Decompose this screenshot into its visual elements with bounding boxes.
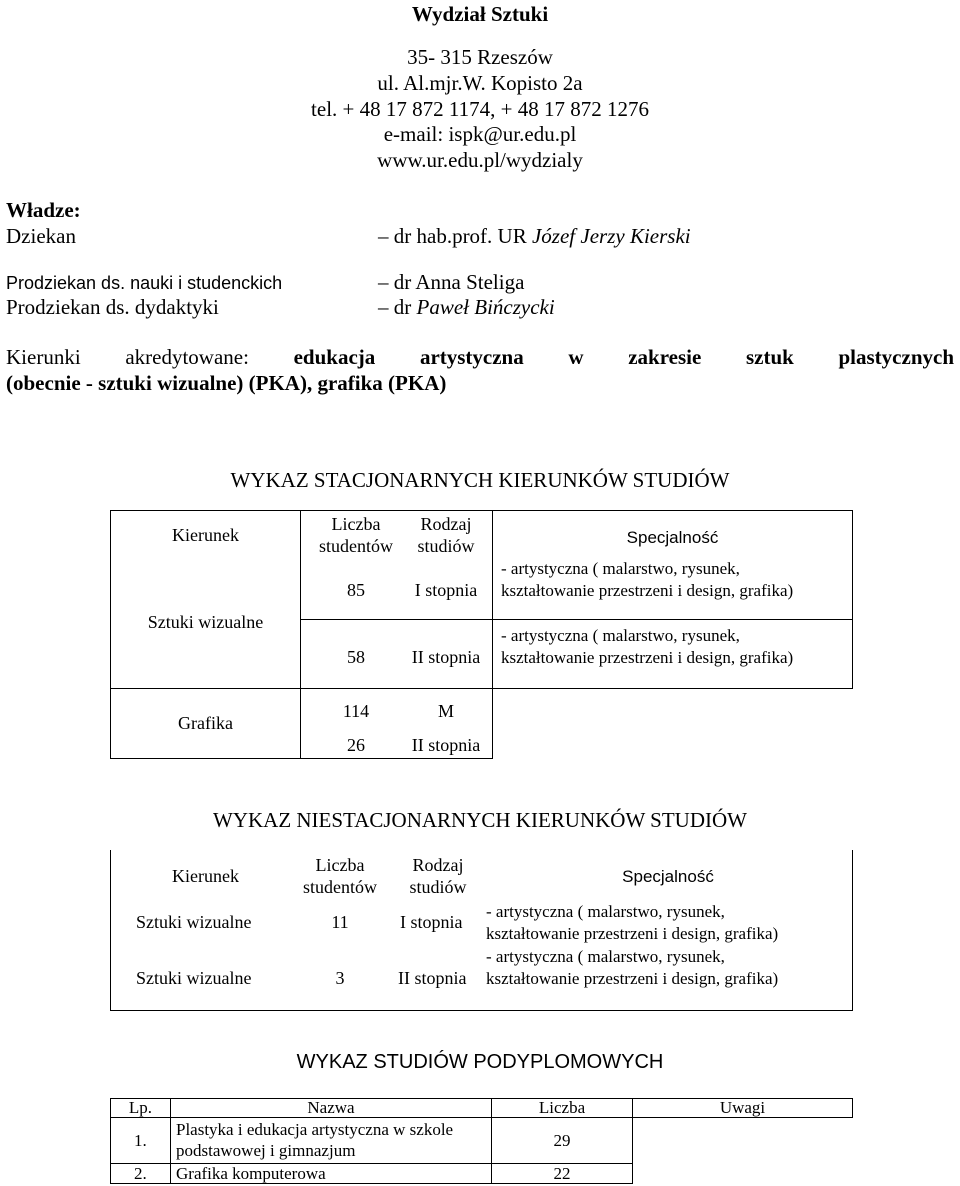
- vice-dean-2-name: – dr Paweł Bińczycki: [378, 295, 555, 319]
- stationary-sztuki-row1-rodzaj: I stopnia: [414, 580, 478, 600]
- stationary-header-specjalnosc: Specjalność: [626, 528, 719, 547]
- nonstationary-row2-spec-1: - artystyczna ( malarstwo, rysunek,: [486, 947, 725, 966]
- stationary-header-rodzaj-2: studiów: [417, 536, 475, 556]
- phone-line: tel. + 48 17 872 1174, + 48 17 872 1276: [311, 97, 649, 121]
- address-line-2: ul. Al.mjr.W. Kopisto 2a: [377, 71, 583, 95]
- stationary-grafika-row2-liczba: 26: [347, 735, 365, 755]
- stationary-sztuki-row2-liczba: 58: [347, 647, 365, 667]
- email-line: e-mail: ispk@ur.edu.pl: [383, 122, 577, 146]
- stationary-grafika-row2-rodzaj: II stopnia: [411, 735, 481, 755]
- stationary-sztuki-row2-spec-1: - artystyczna ( malarstwo, rysunek,: [501, 626, 740, 645]
- nonstationary-row2-rodzaj: II stopnia: [398, 968, 467, 988]
- stationary-title: WYKAZ STACJONARNYCH KIERUNKÓW STUDIÓW: [230, 468, 730, 492]
- stationary-header-kierunek: Kierunek: [172, 525, 239, 545]
- postgrad-row1-nazwa-2: podstawowej i gimnazjum: [176, 1141, 356, 1160]
- stationary-sztuki-row1-spec-2: kształtowanie przestrzeni i design, grafika): [501, 581, 794, 600]
- postgrad-title: WYKAZ STUDIÓW PODYPLOMOWYCH: [296, 1051, 664, 1073]
- postgrad-header-lp: Lp.: [128, 1098, 153, 1117]
- postgrad-row2-nazwa: Grafika komputerowa: [176, 1164, 326, 1183]
- stationary-header-rodzaj-1: Rodzaj: [420, 514, 472, 534]
- nonstationary-title: WYKAZ NIESTACJONARNYCH KIERUNKÓW STUDIÓW: [213, 808, 747, 832]
- postgrad-row1-liczba: 29: [553, 1131, 571, 1150]
- nonstationary-row1-spec-1: - artystyczna ( malarstwo, rysunek,: [486, 902, 725, 921]
- accredited-line-1: Kierunki akredytowane: edukacja artystyczna w zakresie sztuk plastycznych: [6, 345, 954, 369]
- nonstationary-header-kierunek: Kierunek: [172, 866, 239, 886]
- page-title: Wydział Sztuki: [411, 2, 549, 26]
- nonstationary-header-rodzaj-1: Rodzaj: [412, 855, 464, 875]
- stationary-header-liczba-1: Liczba: [331, 514, 381, 534]
- stationary-header-liczba-2: studentów: [319, 536, 393, 556]
- nonstationary-header-specjalnosc: Specjalność: [622, 867, 714, 886]
- stationary-grafika-row1-rodzaj: M: [437, 701, 454, 721]
- dean-name: – dr hab.prof. UR Józef Jerzy Kierski: [378, 224, 691, 248]
- postgrad-row2-lp: 2.: [134, 1164, 147, 1183]
- nonstationary-row2-spec-2: kształtowanie przestrzeni i design, grafika): [486, 969, 779, 988]
- authorities-label: Władze:: [6, 198, 81, 222]
- postgrad-header-nazwa: Nazwa: [307, 1098, 355, 1117]
- postgrad-header-liczba: Liczba: [538, 1098, 586, 1117]
- stationary-grafika-row1-liczba: 114: [342, 701, 370, 721]
- stationary-sztuki-row2-rodzaj: II stopnia: [411, 647, 481, 667]
- accredited-line-2: (obecnie - sztuki wizualne) (PKA), grafika (PKA): [6, 371, 447, 395]
- website-line: www.ur.edu.pl/wydzialy: [377, 148, 583, 172]
- stationary-sztuki-row1-spec-1: - artystyczna ( malarstwo, rysunek,: [501, 559, 740, 578]
- nonstationary-row1-rodzaj: I stopnia: [400, 912, 463, 932]
- nonstationary-row1-kierunek: Sztuki wizualne: [136, 912, 252, 932]
- vice-dean-1-name: – dr Anna Steliga: [378, 270, 525, 294]
- nonstationary-header-liczba-2: studentów: [303, 877, 377, 897]
- vice-dean-2-role: Prodziekan ds. dydaktyki: [6, 295, 219, 319]
- nonstationary-header-liczba-1: Liczba: [315, 855, 365, 875]
- stationary-sztuki-row1-liczba: 85: [347, 580, 365, 600]
- postgrad-row1-nazwa-1: Plastyka i edukacja artystyczna w szkole: [176, 1120, 454, 1139]
- vice-dean-1-role: Prodziekan ds. nauki i studenckich: [6, 273, 283, 293]
- nonstationary-header-rodzaj-2: studiów: [409, 877, 467, 897]
- address-line-1: 35- 315 Rzeszów: [407, 45, 553, 69]
- nonstationary-row2-liczba: 3: [335, 968, 345, 988]
- nonstationary-row1-spec-2: kształtowanie przestrzeni i design, grafika): [486, 924, 779, 943]
- nonstationary-row1-liczba: 11: [331, 912, 349, 932]
- dean-role: Dziekan: [6, 224, 76, 248]
- postgrad-row2-liczba: 22: [553, 1164, 571, 1183]
- stationary-grafika-kierunek: Grafika: [178, 713, 233, 733]
- stationary-sztuki-kierunek: Sztuki wizualne: [147, 612, 264, 632]
- nonstationary-row2-kierunek: Sztuki wizualne: [136, 968, 252, 988]
- postgrad-header-uwagi: Uwagi: [719, 1098, 766, 1117]
- postgrad-row1-lp: 1.: [134, 1131, 147, 1150]
- stationary-sztuki-row2-spec-2: kształtowanie przestrzeni i design, grafika): [501, 648, 794, 667]
